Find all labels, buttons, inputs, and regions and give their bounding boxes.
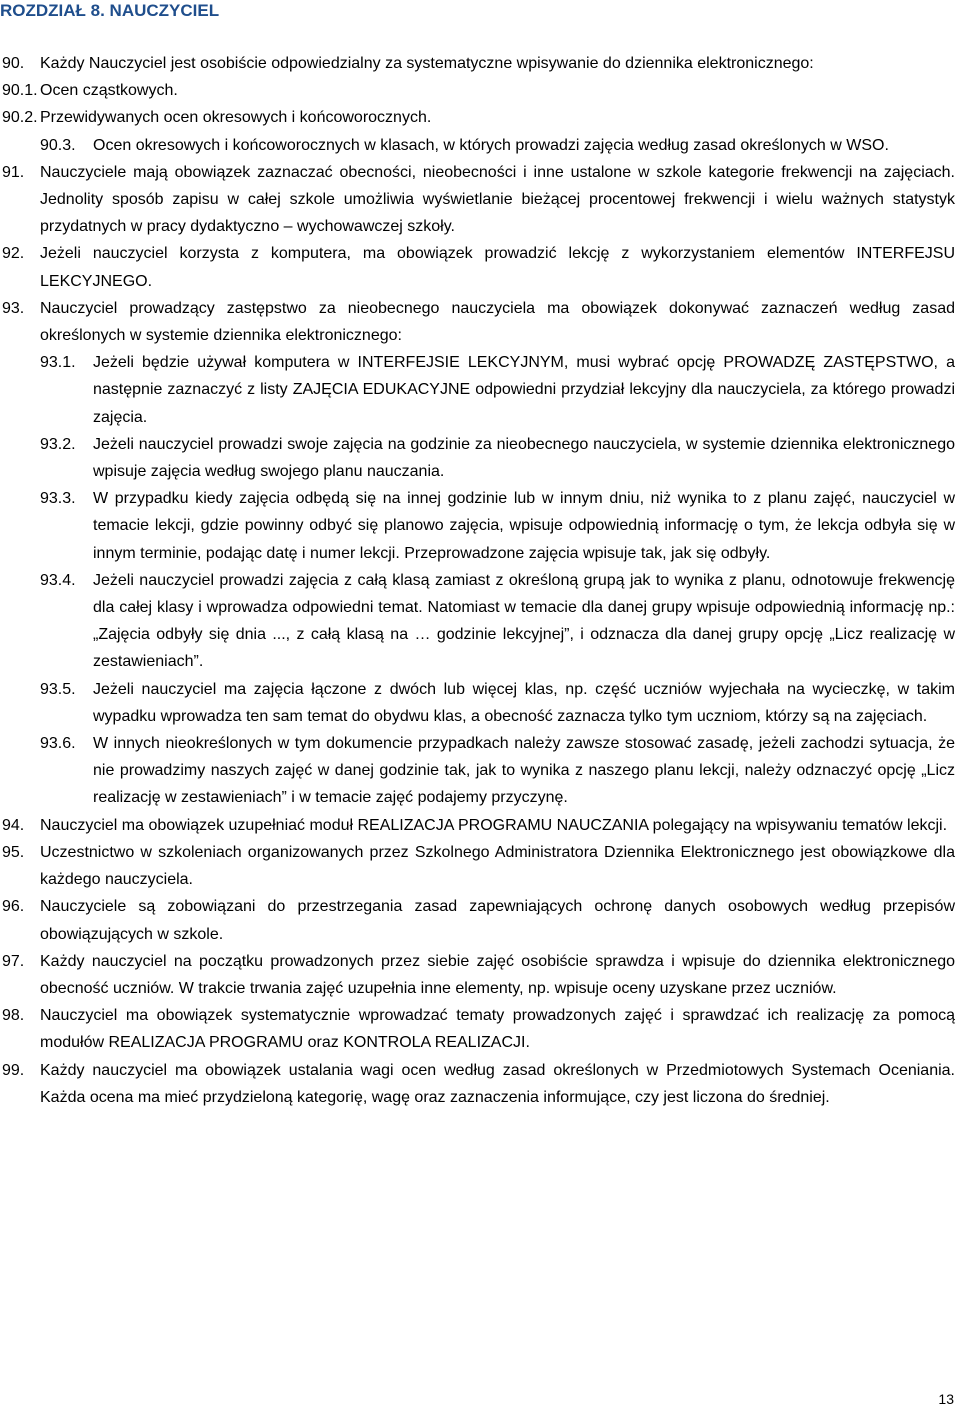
paragraph-text: Nauczyciel prowadzący zastępstwo za nieobecnego nauczyciela ma obowiązek dokonywać zaznaczeń według zasad określonych w systemie dziennika elektronicznego:: [40, 299, 955, 345]
paragraph-number: 90.3.: [40, 136, 76, 154]
paragraph-text: Uczestnictwo w szkoleniach organizowanych przez Szkolnego Administratora Dziennika Elektronicznego jest obowiązkowe dla każdego nauczyciela.: [40, 843, 955, 889]
paragraph-93-3: [0, 485, 955, 567]
paragraph-96: [0, 893, 955, 947]
paragraph-number: 90.2.: [2, 109, 38, 127]
paragraph-98: [0, 1002, 955, 1056]
paragraph-text: Ocen okresowych i końcoworocznych w klasach, w których prowadzi zajęcia według zasad określonych w WSO.: [93, 136, 889, 154]
paragraph-text: Każdy nauczyciel ma obowiązek ustalania wagi ocen według zasad określonych w Przedmiotowych Systemach Oceniania. Każda ocena ma mieć przydzieloną kategorię, wagę oraz zaznaczenia informujące, czy jest liczona do średniej.: [40, 1061, 955, 1106]
paragraph-90-2: [0, 104, 955, 131]
paragraph-text: Nauczyciele mają obowiązek zaznaczać obecności, nieobecności i inne ustalone w szkole kategorie frekwencji na zajęciach. Jednolity sposób zapisu w całej szkole umożliwia wyświetlanie bieżącej procentowej frekwencji i wielu ważnych statystyk przydatnych w pracy dydaktyczno – wychowawczej szkoły.: [40, 163, 955, 236]
paragraph-number: 93.3.: [40, 490, 76, 508]
paragraph-text: Każdy nauczyciel na początku prowadzonych przez siebie zajęć osobiście sprawdza i wpisuje do dziennika elektronicznego obecność uczniów. W trakcie trwania zajęć uzupełnia inne elementy, np. wpisuje oceny uzyskane przez uczniów.: [40, 952, 955, 997]
paragraph-text: Jeżeli nauczyciel ma zajęcia łączone z dwóch lub więcej klas, np. część uczniów wyjechała na wycieczkę, w takim wypadku wprowadza ten sam temat do obydwu klas, a obecność zaznacza tylko tym uczniom, którzy są na zajęciach.: [93, 680, 955, 725]
paragraph-number: 98.: [2, 1007, 25, 1025]
paragraph-text: Jeżeli nauczyciel korzysta z komputera, ma obowiązek prowadzić lekcję z wykorzystaniem elementów INTERFEJSU LEKCYJNEGO.: [40, 245, 955, 290]
paragraph-text: Nauczyciel ma obowiązek uzupełniać moduł REALIZACJA PROGRAMU NAUCZANIA polegający na wpisywaniu tematów lekcji.: [40, 816, 948, 834]
paragraph-94: [0, 812, 955, 839]
paragraph-97: [0, 948, 955, 1002]
paragraph-number: 91.: [2, 163, 25, 181]
paragraph-text: Jeżeli będzie używał komputera w INTERFEJSIE LEKCYJNYM, musi wybrać opcję PROWADZĘ ZASTĘPSTWO, a następnie zaznaczyć z listy ZAJĘCIA EDUKACYJNE odpowiedni przydział lekcyjny dla nauczyciela, za którego prowadzi zajęcia.: [93, 354, 955, 426]
paragraph-92: [0, 240, 955, 294]
paragraph-number: 90.1.: [2, 82, 38, 100]
paragraph-number: 93.2.: [40, 435, 76, 453]
paragraph-99: [0, 1057, 955, 1111]
paragraph-93-6: [0, 730, 955, 812]
paragraph-text: Nauczyciel ma obowiązek systematycznie wprowadzać tematy prowadzonych zajęć i sprawdzać ich realizację za pomocą modułów REALIZACJA PROGRAMU oraz KONTROLA REALIZACJI.: [40, 1007, 955, 1052]
paragraph-93-5: [0, 676, 955, 730]
paragraph-number: 94.: [2, 816, 25, 834]
paragraph-95: [0, 839, 955, 893]
paragraph-90-1: [0, 77, 955, 104]
paragraph-number: 96.: [2, 898, 25, 916]
paragraph-93-4: [0, 567, 955, 676]
page-number: 13: [938, 1391, 954, 1407]
paragraph-91: [0, 159, 955, 241]
paragraph-93-1: [0, 349, 955, 431]
paragraph-90-3: [0, 132, 955, 159]
paragraph-text: Ocen cząstkowych.: [40, 82, 178, 100]
paragraph-text: Nauczyciele są zobowiązani do przestrzegania zasad zapewniających ochronę danych osobowych według przepisów obowiązujących w szkole.: [40, 898, 955, 943]
paragraph-number: 90.: [2, 55, 25, 72]
paragraph-number: 92.: [2, 245, 25, 263]
paragraph-text: W innych nieokreślonych w tym dokumencie przypadkach należy zawsze stosować zasadę, jeżeli zachodzi sytuacja, że nie prowadzimy naszych zajęć w danej godzinie tak, jak to wynika z naszego planu lekcji, należy odznaczyć opcję „Licz realizację w zestawieniach” i w temacie zajęć podajemy przyczynę.: [93, 735, 955, 807]
paragraph-number: 93.: [2, 299, 25, 317]
paragraph-number: 97.: [2, 952, 25, 970]
chapter-title: ROZDZIAŁ 8. NAUCZYCIEL: [0, 1, 220, 20]
paragraph-number: 99.: [2, 1061, 25, 1079]
paragraph-text: Jeżeli nauczyciel prowadzi zajęcia z całą klasą zamiast z określoną grupą jak to wynika z planu, odnotowuje frekwencję dla całej klasy i wprowadza odpowiedni temat. Natomiast w temacie dla danej grupy wpisuje odpowiednią informację np.: „Zajęcia odbyły się dnia ..., z całą klasą na … godzinie lekcyjnej”, i odznacza dla danej grupy opcję „Licz realizację w zestawieniach”.: [93, 571, 955, 671]
document-body: [0, 50, 955, 1111]
paragraph-number: 95.: [2, 843, 25, 861]
paragraph-text: W przypadku kiedy zajęcia odbędą się na innej godzinie lub w innym dniu, niż wynika to z planu zajęć, nauczyciel w temacie lekcji, gdzie powinny odbyć się planowo zajęcia, wpisuje odpowiednią informację o tym, że lekcja odbyła się w innym terminie, podając datę i numer lekcji. Przeprowadzone zajęcia wpisuje tak, jak się odbyły.: [93, 490, 955, 562]
paragraph-text: Jeżeli nauczyciel prowadzi swoje zajęcia na godzinie za nieobecnego nauczyciela, w systemie dziennika elektronicznego wpisuje zajęcia według swojego planu nauczania.: [93, 435, 955, 481]
paragraph-93-2: [0, 431, 955, 485]
paragraph-93: [0, 295, 955, 349]
paragraph-90: [0, 50, 955, 77]
paragraph-number: 93.1.: [40, 354, 76, 372]
paragraph-text: Przewidywanych ocen okresowych i końcoworocznych.: [40, 109, 432, 127]
paragraph-number: 93.5.: [40, 680, 76, 698]
paragraph-number: 93.4.: [40, 571, 76, 589]
paragraph-number: 93.6.: [40, 735, 76, 753]
paragraph-text: Każdy Nauczyciel jest osobiście odpowiedzialny za systematyczne wpisywanie do dziennika elektronicznego:: [40, 55, 814, 72]
